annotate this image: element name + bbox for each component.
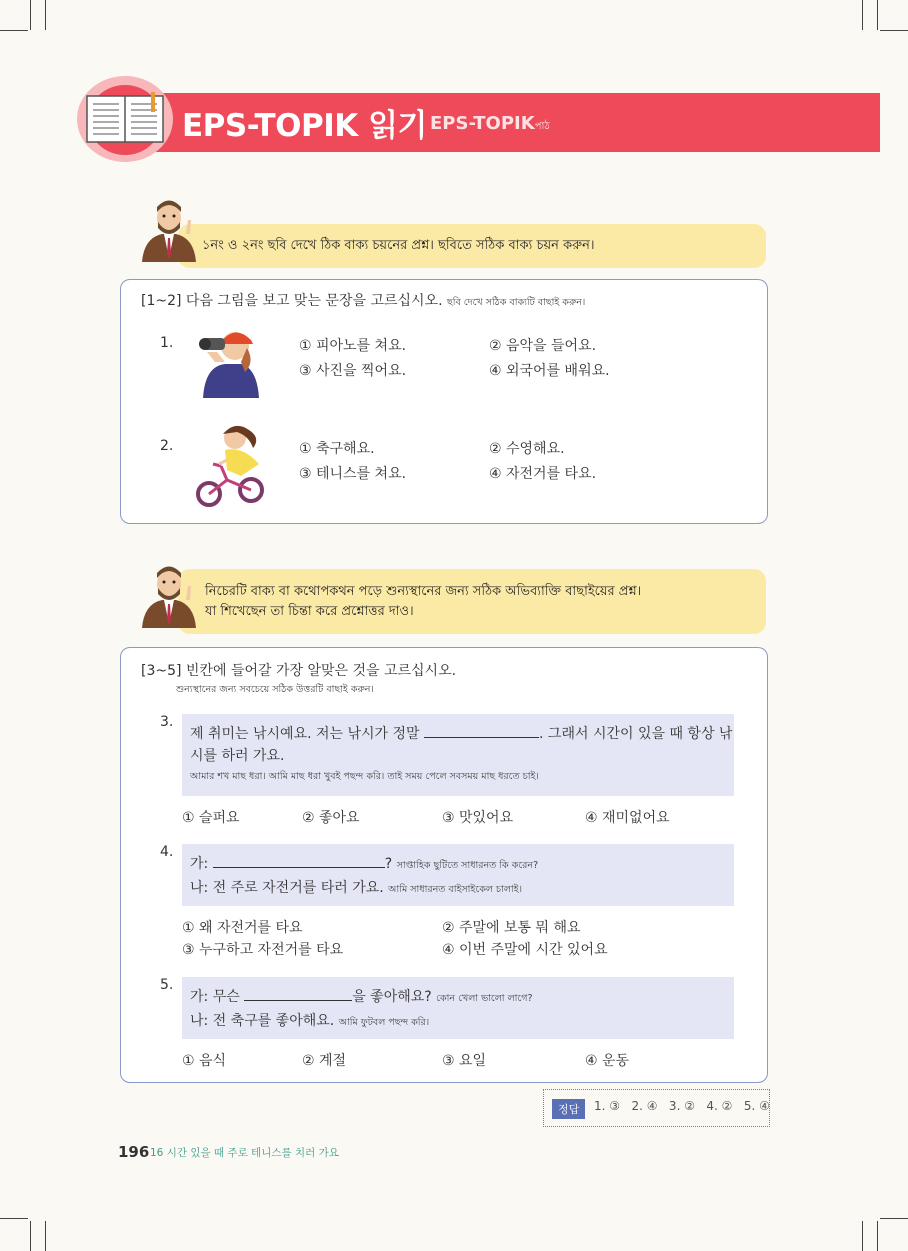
crop-mark [30,1221,31,1251]
page-title: EPS-TOPIK 읽기 [182,108,427,144]
crop-mark [862,0,863,30]
page-subtitle: EPS-TOPIKপাঠ [430,113,550,134]
question-number: 4. [160,844,174,860]
question-number: 2. [160,438,174,454]
crop-mark [880,1218,908,1219]
crop-mark [877,0,878,30]
passage-box: 제 취미는 낚시예요. 저는 낚시가 정말 . 그래서 시간이 있을 때 항상 낚 시를 하러 가요. আমার শখ মাছ ধরা। আমি মাছ ধরা খুবই পছন্দ করি। তাই সময় পেলে সবসময় মাছ ধরতে চাই। [182,714,734,796]
bicycle-girl-image [193,420,268,508]
instruction-text: নিচেরটি বাক্য বা কথোপকথন পড়ে শুন্যস্থানের জন্য সঠিক অভিব্যাক্তি বাছাইয়ের প্রশ্ন। [205,584,642,599]
passage-box: 가: ? সাপ্তাহিক ছুটিতে সাধারনত কি করেন? 나: 전 주로 자전거를 타러 가요. আমি সাধারনত বাইসাইকেল চালাই। [182,844,734,906]
option: ① 왜 자전거를 타요 [182,920,303,936]
teacher-icon [138,564,200,628]
option: ④ 외국어를 배워요. [489,363,610,379]
answer-blank [213,867,385,868]
option: ① 축구해요. [299,441,375,457]
instruction-text: যা শিখেছেন তা চিন্তা করে প্রশ্নোত্তর দাও। [205,604,414,619]
answer-key-text: 1. ③ 2. ④ 3. ② 4. ② 5. ④ [594,1099,770,1113]
answer-blank [244,1000,352,1001]
answer-blank [424,737,539,738]
section-heading-translation: শুন্যস্থানের জন্য সবচেয়ে সঠিক উত্তরটি বাছাই করুন। [176,684,374,695]
option: ① 슬퍼요 [182,810,240,826]
question-number: 5. [160,977,174,993]
question-number: 3. [160,714,174,730]
option: ② 수영해요. [489,441,565,457]
crop-mark [30,0,31,30]
crop-mark [45,1221,46,1251]
crop-mark [0,1218,28,1219]
answer-key-box [543,1089,770,1127]
option: ② 계절 [302,1053,347,1069]
open-book-icon [85,92,165,144]
crop-mark [877,1221,878,1251]
page-number: 196 [118,1143,150,1161]
option: ② 음악을 들어요. [489,338,597,354]
passage-box: 가: 무슨 을 좋아해요? কোন খেলা ভালো লাগে? 나: 전 축구를 좋아해요. আমি ফুটবল পছন্দ করি। [182,977,734,1039]
teacher-icon [138,198,200,262]
option: ① 음식 [182,1053,227,1069]
instruction-text: ১নং ও ২নং ছবি দেখে ঠিক বাক্য চয়নের প্রশ্ন। ছবিতে সঠিক বাক্য চয়ন করুন। [202,238,595,253]
option: ③ 요일 [442,1053,487,1069]
option: ④ 자전거를 타요. [489,466,597,482]
section-heading: [3~5] 빈칸에 들어갈 가장 알맞은 것을 고르십시오. [141,663,457,679]
option: ④ 이번 주말에 시간 있어요 [442,942,608,958]
chapter-title: 16 시간 있을 때 주로 테니스를 치러 가요 [150,1147,339,1159]
section-heading: [1~2] 다음 그림을 보고 맞는 문장을 고르십시오. ছবি দেখে সঠিক বাক্যটি বাছাই করুন। [141,293,586,309]
option: ③ 맛있어요 [442,810,514,826]
option: ① 피아노를 쳐요. [299,338,407,354]
binoculars-person-image [195,322,265,398]
crop-mark [862,1221,863,1251]
option: ③ 누구하고 자전거를 타요 [182,942,344,958]
option: ③ 테니스를 쳐요. [299,466,407,482]
answer-key-label: 정답 [552,1099,585,1119]
crop-mark [0,30,28,31]
option: ③ 사진을 찍어요. [299,363,407,379]
crop-mark [880,30,908,31]
option: ② 주말에 보통 뭐 해요 [442,920,581,936]
crop-mark [45,0,46,30]
question-number: 1. [160,335,174,351]
option: ④ 운동 [585,1053,630,1069]
option: ④ 재미없어요 [585,810,670,826]
option: ② 좋아요 [302,810,360,826]
